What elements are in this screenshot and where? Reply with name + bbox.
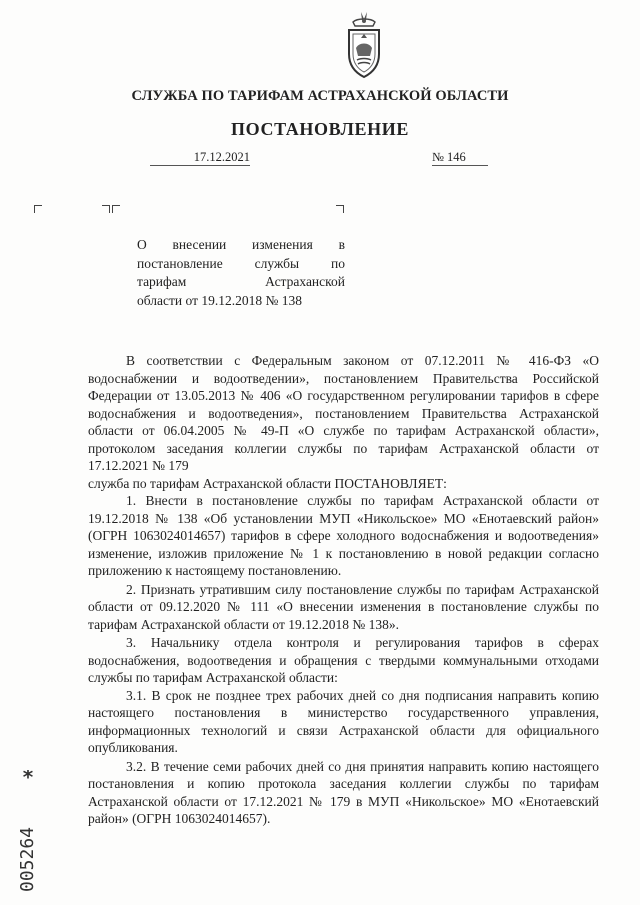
document-title bbox=[137, 236, 345, 310]
serial-stamp bbox=[16, 770, 40, 895]
corner-mark bbox=[112, 205, 120, 213]
clause-3-2: 3.2. В течение семи рабочих дней со дня принятия направить копию настоящего постановления и копию протокола заседания коллегии службы по тарифам Астраханской области от 17.12.2021 № 179 в МУП «Никольское» МО «Енотаевский район» (ОГРН 1063024014657). bbox=[88, 758, 599, 826]
resolution-statement: служба по тарифам Астраханской области ПОСТАНОВЛЯЕТ: bbox=[88, 475, 447, 491]
stamp-mark: * bbox=[22, 770, 34, 789]
stamp-serial: 005264 bbox=[17, 826, 38, 892]
title-line: постановление службы по bbox=[137, 255, 345, 271]
clause-3-1: 3.1. В срок не позднее трех рабочих дней со дня подписания направить копию настоящего постановления в министерство государственного управления, информационных технологий и связи Астраханской области для официального опубликования. bbox=[88, 687, 599, 755]
document-date: 17.12.2021 bbox=[150, 150, 250, 166]
document-body bbox=[88, 352, 599, 828]
preamble-paragraph: В соответствии с Федеральным законом от 07.12.2011 № 416-ФЗ «О водоснабжении и водоотведении», постановлением Правительства Российской Федерации от 13.05.2013 № 406 «О государственном регулировании тарифов в сфере водоснабжения и водоотведения», постановлением Правительства Астраханской области от 06.04.2005 № 49-П «О службе по тарифам Астраханской области», протоколом заседания коллегии службы по тарифам Астраханской области от 17.12.2021 № 179 bbox=[88, 353, 599, 473]
clause-3: 3. Начальнику отдела контроля и регулирования тарифов в сферах водоснабжения, водоотведения и обращения с твердыми коммунальными отходами службы по тарифам Астраханской области: bbox=[88, 635, 599, 685]
title-line: области от 19.12.2018 № 138 bbox=[137, 292, 302, 308]
title-line: О внесении изменения в bbox=[137, 237, 345, 252]
clause-1: 1. Внести в постановление службы по тарифам Астраханской области от 19.12.2018 № 138 «Об установлении МУП «Никольское» МО «Енотаевский район» (ОГРН 1063024014657) тарифов в сфере холодного водоснабжения и водоотведения» изменение, изложив приложение № 1 к постановлению в новой редакции согласно приложению к настоящему постановлению. bbox=[88, 493, 599, 578]
corner-mark bbox=[34, 205, 42, 213]
corner-mark bbox=[336, 205, 344, 213]
coat-of-arms-icon bbox=[339, 10, 389, 80]
title-line: тарифам Астраханской bbox=[137, 274, 345, 289]
document-number: № 146 bbox=[432, 150, 488, 166]
document-type: ПОСТАНОВЛЕНИЕ bbox=[231, 119, 409, 139]
corner-mark bbox=[102, 205, 110, 213]
clause-2: 2. Признать утратившим силу постановление службы по тарифам Астраханской области от 09.12.2020 № 111 «О внесении изменения в постановление службы по тарифам Астраханской области от 19.12.2018 № 138». bbox=[88, 581, 599, 632]
organization-name: СЛУЖБА ПО ТАРИФАМ АСТРАХАНСКОЙ ОБЛАСТИ bbox=[131, 88, 509, 104]
